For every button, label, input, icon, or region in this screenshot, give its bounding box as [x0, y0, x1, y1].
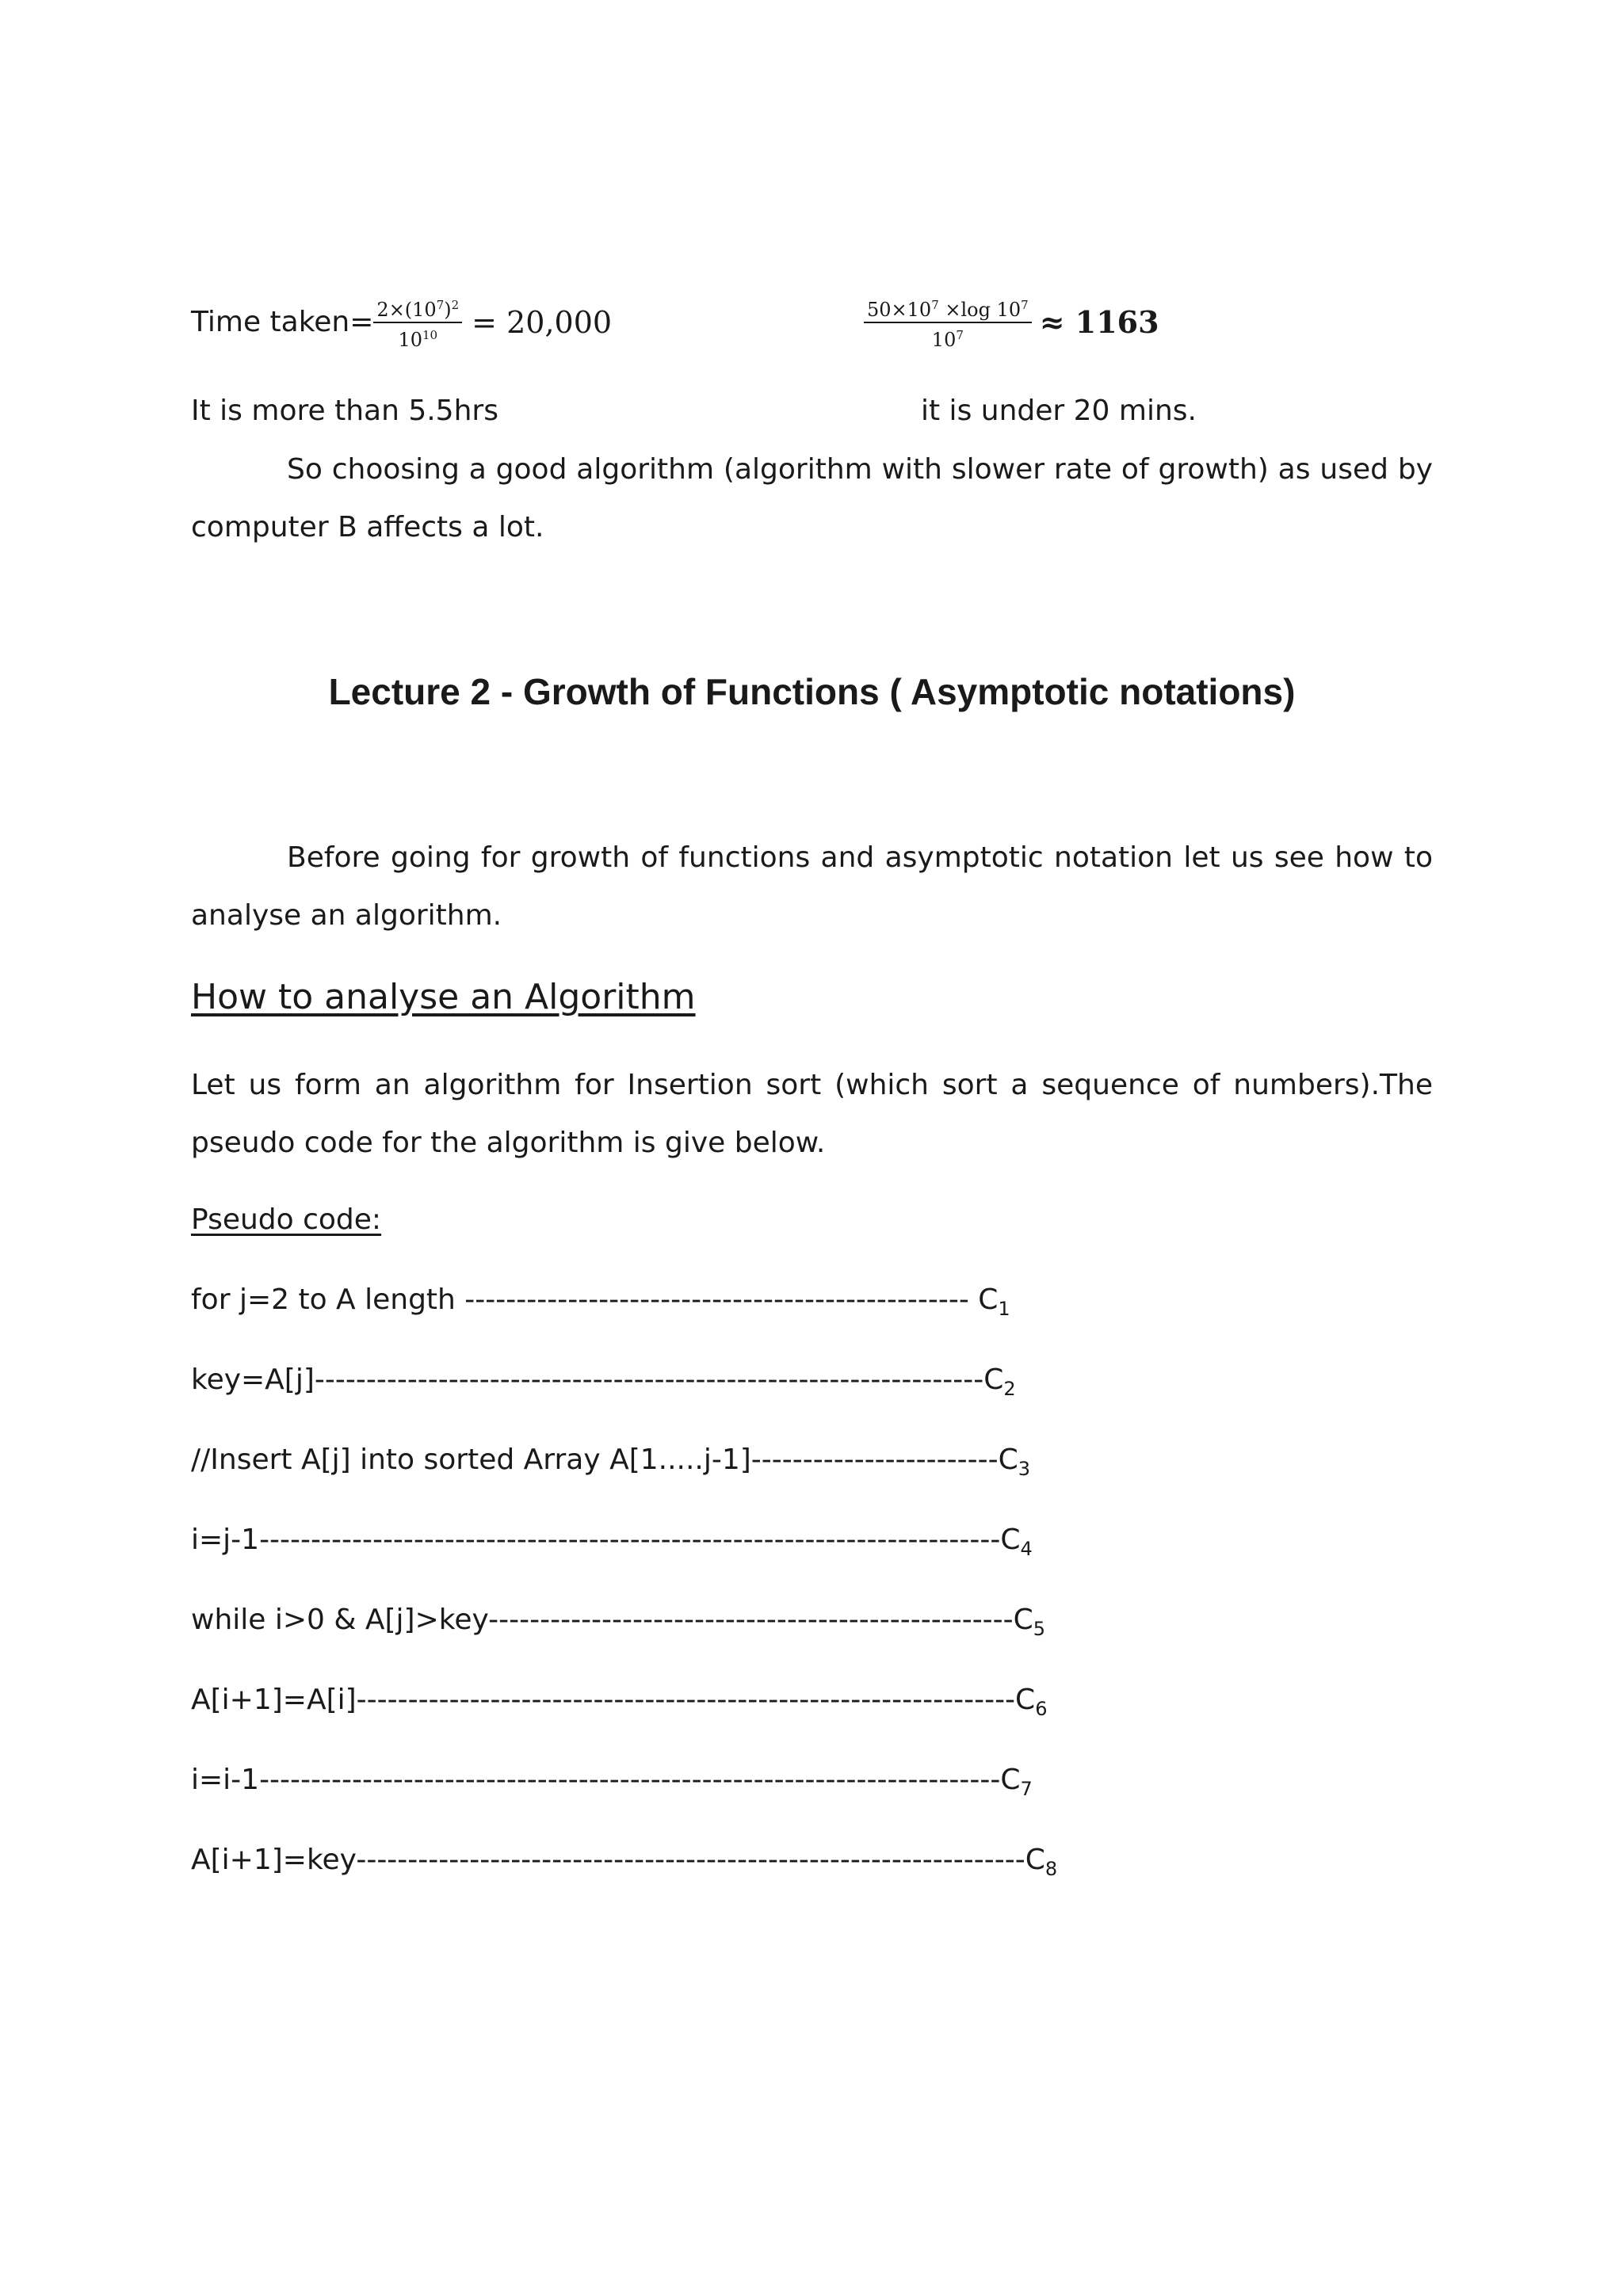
lecture-title: Lecture 2 - Growth of Functions ( Asymptotic notations)	[328, 671, 1296, 712]
result-b: ≈ 1163	[1039, 304, 1159, 340]
time-taken-formula-a	[191, 287, 612, 358]
pseudo-line: $i=j-1------------------------------------------------------------------------C_4$	[191, 1524, 1033, 1560]
time-taken-formula-b	[864, 287, 1159, 358]
note-right: it is under 20 mins.	[921, 395, 1197, 427]
pseudo-line: for j=2 to A length ------------------------------------------------- $C_1$	[191, 1283, 1010, 1320]
fraction-b-numerator: $50\times 10^7 \times\log$ $10^7$	[864, 293, 1032, 323]
pseudo-line: $key=A[j]-----------------------------------------------------------------C_2$	[191, 1363, 1016, 1400]
before-paragraph: Before going for growth of functions and asymptotic notation let us see how to analyse an algorithm.	[191, 841, 1433, 932]
fraction-a-denominator: $10^{10}$	[398, 328, 438, 351]
fraction-b	[864, 293, 1032, 352]
fraction-b-denominator: $10^7$	[931, 328, 964, 351]
pseudo-line: while i>0 & $A[j]>key---------------------------------------------------C_5$	[191, 1604, 1046, 1640]
pseudo-line: //Insert A[j] into sorted Array $A[1.....j-1]------------------------C_3$	[191, 1444, 1030, 1480]
pseudo-line: $A[i+1]=key-----------------------------------------------------------------C_8$	[191, 1844, 1058, 1880]
fraction-a	[373, 293, 462, 352]
intro-paragraph: So choosing a good algorithm (algorithm with slower rate of growth) as used by computer B affects a lot.	[191, 453, 1433, 543]
note-left: It is more than 5.5hrs	[191, 395, 498, 427]
time-taken-label: Time taken=	[191, 306, 374, 338]
insertion-paragraph: Let us form an algorithm for Insertion sort (which sort a sequence of numbers).The pseudo code for the algorithm is give below.	[191, 1069, 1433, 1159]
pseudo-code-heading: Pseudo code:	[191, 1203, 382, 1236]
result-a: = 20,000	[472, 305, 613, 340]
pseudo-line: $A[i+1]=A[i]----------------------------------------------------------------C_6$	[191, 1684, 1048, 1720]
section-heading: How to analyse an Algorithm	[191, 977, 696, 1017]
fraction-a-numerator: $2\times(10^7)^2$	[373, 293, 462, 323]
pseudo-line: $i=i-1------------------------------------------------------------------------C_7$	[191, 1764, 1033, 1800]
